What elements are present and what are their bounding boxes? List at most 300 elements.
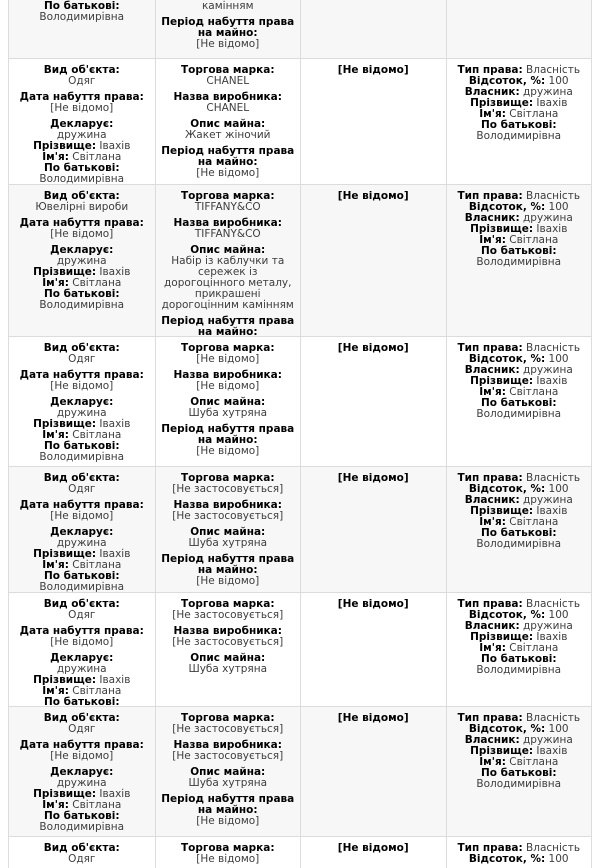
cell-valuation bbox=[300, 593, 446, 706]
field-line bbox=[13, 484, 151, 495]
field-label: Період набуття права на майно: bbox=[161, 16, 295, 39]
field-value: Одяг bbox=[68, 609, 96, 621]
field-line bbox=[13, 103, 151, 114]
field-value: Івахів bbox=[536, 505, 568, 517]
cell-property-info bbox=[155, 337, 301, 466]
field-label: По батькові: bbox=[43, 288, 120, 300]
field-label: Прізвище: bbox=[33, 140, 97, 152]
field-label: Дата набуття права: bbox=[19, 91, 144, 103]
field-group bbox=[13, 599, 151, 621]
field-line bbox=[160, 168, 297, 179]
field-group bbox=[160, 218, 297, 240]
field-group bbox=[160, 653, 297, 675]
field-value: Володимирівна bbox=[476, 538, 562, 550]
field-group bbox=[13, 843, 151, 865]
field-value: Світлана bbox=[509, 234, 559, 246]
field-value: Власність bbox=[526, 64, 581, 76]
field-value: Власність bbox=[526, 190, 581, 202]
field-value: Володимирівна bbox=[476, 778, 562, 790]
field-line bbox=[13, 1, 151, 23]
field-label: По батькові: bbox=[480, 767, 557, 779]
field-label: Прізвище: bbox=[33, 674, 97, 686]
table-row bbox=[9, 593, 591, 707]
field-value: дружина bbox=[56, 407, 107, 419]
field-value: камінням bbox=[201, 0, 254, 12]
field-value: Володимирівна bbox=[476, 130, 562, 142]
cell-valuation bbox=[300, 337, 446, 466]
field-label: Торгова марка: bbox=[180, 472, 275, 484]
field-value: [Не відомо] bbox=[196, 575, 260, 587]
field-value: дружина bbox=[56, 777, 107, 789]
field-value: 100 bbox=[548, 201, 569, 213]
field-group bbox=[13, 92, 151, 114]
field-label: Тип права: bbox=[457, 342, 523, 354]
field-value: Володимирівна bbox=[476, 256, 562, 268]
field-label: По батькові: bbox=[43, 0, 120, 12]
field-line bbox=[13, 511, 151, 522]
field-line bbox=[160, 664, 297, 675]
field-line bbox=[160, 76, 297, 87]
field-value: Івахів bbox=[99, 548, 131, 560]
field-line bbox=[451, 120, 588, 142]
cell-property-info bbox=[155, 59, 301, 184]
cell-object-info bbox=[9, 467, 155, 592]
field-value: дружина bbox=[523, 734, 573, 746]
field-line bbox=[13, 571, 151, 592]
field-label: Ім'я: bbox=[42, 151, 69, 163]
table-row bbox=[9, 185, 591, 337]
field-label: По батькові: bbox=[480, 245, 557, 257]
field-group bbox=[160, 119, 297, 141]
field-line bbox=[13, 637, 151, 648]
field-group bbox=[160, 740, 297, 762]
field-group bbox=[160, 316, 297, 336]
cell-property-info bbox=[155, 593, 301, 706]
field-label: Декларує: bbox=[50, 526, 114, 538]
field-label: Назва виробника: bbox=[173, 91, 282, 103]
field-group bbox=[305, 713, 442, 724]
cell-rights-info bbox=[446, 59, 592, 184]
field-value: Світлана bbox=[72, 685, 122, 697]
field-label: По батькові: bbox=[43, 696, 120, 706]
field-label: Ім'я: bbox=[42, 277, 69, 289]
field-value: Одяг bbox=[68, 853, 96, 865]
field-label: Тип права: bbox=[457, 842, 523, 854]
field-value: 100 bbox=[548, 75, 569, 87]
field-group bbox=[13, 473, 151, 495]
cell-valuation bbox=[300, 837, 446, 868]
field-value: Івахів bbox=[536, 97, 568, 109]
table-row bbox=[9, 337, 591, 467]
field-group bbox=[160, 191, 297, 213]
field-value: дружина bbox=[56, 255, 107, 267]
field-label: Власник: bbox=[464, 212, 520, 224]
field-label: По батькові: bbox=[480, 397, 557, 409]
field-line bbox=[160, 202, 297, 213]
field-value: Володимирівна bbox=[39, 451, 125, 463]
field-label: Вид об'єкта: bbox=[43, 190, 120, 202]
field-label: Ім'я: bbox=[479, 756, 506, 768]
field-value: [Не застосовується] bbox=[172, 750, 284, 762]
field-group bbox=[160, 1, 297, 12]
field-line bbox=[160, 229, 297, 240]
field-label: Тип права: bbox=[457, 598, 523, 610]
field-line bbox=[13, 76, 151, 87]
field-label: Торгова марка: bbox=[180, 842, 275, 854]
field-line bbox=[160, 610, 297, 621]
field-label: Прізвище: bbox=[470, 505, 534, 517]
field-group bbox=[13, 527, 151, 592]
field-value: [Не відомо] bbox=[50, 636, 114, 648]
field-line bbox=[160, 354, 297, 365]
field-line bbox=[13, 610, 151, 621]
cell-rights-info bbox=[446, 837, 592, 868]
field-value: [Не застосовується] bbox=[172, 723, 284, 735]
field-label: Вид об'єкта: bbox=[43, 342, 120, 354]
cell-object-info bbox=[9, 837, 155, 868]
cell-rights-info bbox=[446, 0, 592, 58]
field-line bbox=[160, 794, 297, 816]
field-value: [Не відомо] bbox=[50, 750, 114, 762]
field-label: Декларує: bbox=[50, 118, 114, 130]
cell-rights-info bbox=[446, 593, 592, 706]
cell-object-info bbox=[9, 185, 155, 336]
field-value: [Не відомо] bbox=[196, 167, 260, 179]
field-value: 100 bbox=[548, 853, 569, 865]
field-label: Опис майна: bbox=[190, 396, 266, 408]
field-value: Власність bbox=[526, 712, 581, 724]
cell-rights-info bbox=[446, 337, 592, 466]
field-group bbox=[160, 554, 297, 587]
field-label: Відсоток, %: bbox=[468, 609, 546, 621]
field-label: Вид об'єкта: bbox=[43, 64, 120, 76]
field-label: Опис майна: bbox=[190, 652, 266, 664]
field-group bbox=[160, 500, 297, 522]
field-label: Відсоток, %: bbox=[468, 75, 546, 87]
field-value: дружина bbox=[56, 129, 107, 141]
cell-valuation bbox=[300, 0, 446, 58]
field-value: Івахів bbox=[536, 375, 568, 387]
field-label: Опис майна: bbox=[190, 118, 266, 130]
field-group bbox=[13, 626, 151, 648]
field-label: Прізвище: bbox=[470, 375, 534, 387]
field-group bbox=[160, 343, 297, 365]
field-label: Власник: bbox=[464, 364, 520, 376]
field-line bbox=[160, 511, 297, 522]
field-line bbox=[13, 381, 151, 392]
field-label: Декларує: bbox=[50, 396, 114, 408]
field-value: [Не відомо] bbox=[196, 853, 260, 865]
field-group bbox=[305, 599, 442, 610]
field-label: Прізвище: bbox=[33, 548, 97, 560]
field-line bbox=[160, 1, 297, 12]
field-label: Назва виробника: bbox=[173, 625, 282, 637]
field-value: [Не відомо] bbox=[196, 380, 260, 392]
field-label: Тип права: bbox=[457, 64, 523, 76]
field-group bbox=[160, 767, 297, 789]
field-label: [Не відомо] bbox=[337, 190, 409, 202]
field-line bbox=[13, 202, 151, 213]
field-group bbox=[13, 653, 151, 706]
field-label: Період набуття права на майно: bbox=[161, 145, 295, 168]
field-value: Шуба хутряна bbox=[188, 407, 267, 419]
field-label: Прізвище: bbox=[470, 745, 534, 757]
field-group bbox=[160, 424, 297, 457]
field-group bbox=[13, 343, 151, 365]
field-label: По батькові: bbox=[43, 162, 120, 174]
cell-object-info bbox=[9, 59, 155, 184]
field-value: Володимирівна bbox=[476, 408, 562, 420]
field-value: Володимирівна bbox=[476, 664, 562, 676]
field-label: Дата набуття права: bbox=[19, 739, 144, 751]
field-line bbox=[305, 473, 442, 484]
field-label: Власник: bbox=[464, 734, 520, 746]
field-value: Одяг bbox=[68, 723, 96, 735]
field-label: Тип права: bbox=[457, 712, 523, 724]
field-label: Дата набуття права: bbox=[19, 369, 144, 381]
field-label: Ім'я: bbox=[479, 386, 506, 398]
field-value: Івахів bbox=[536, 745, 568, 757]
field-value: [Не відомо] bbox=[196, 38, 260, 50]
field-label: Тип права: bbox=[457, 472, 523, 484]
field-group bbox=[160, 245, 297, 311]
field-value: [Не відомо] bbox=[196, 353, 260, 365]
field-value: Світлана bbox=[509, 108, 559, 120]
field-group bbox=[13, 767, 151, 833]
cell-valuation bbox=[300, 707, 446, 836]
field-label: Відсоток, %: bbox=[468, 853, 546, 865]
cell-property-info bbox=[155, 467, 301, 592]
field-line bbox=[13, 697, 151, 706]
field-label: По батькові: bbox=[43, 810, 120, 822]
field-value: [Не відомо] bbox=[196, 445, 260, 457]
field-line bbox=[13, 854, 151, 865]
cell-valuation bbox=[300, 467, 446, 592]
field-label: [Не відомо] bbox=[337, 842, 409, 854]
field-line bbox=[13, 724, 151, 735]
field-value: Світлана bbox=[509, 516, 559, 528]
field-group bbox=[451, 473, 588, 550]
field-line bbox=[451, 768, 588, 790]
field-label: По батькові: bbox=[480, 527, 557, 539]
field-label: [Не відомо] bbox=[337, 342, 409, 354]
field-value: Володимирівна bbox=[39, 821, 125, 833]
field-value: CHANEL bbox=[206, 75, 250, 87]
field-value: Власність bbox=[526, 842, 581, 854]
field-group bbox=[160, 65, 297, 87]
field-group bbox=[305, 65, 442, 76]
field-value: Світлана bbox=[72, 559, 122, 571]
field-value: Володимирівна bbox=[39, 299, 125, 311]
field-value: [Не відомо] bbox=[50, 228, 114, 240]
field-line bbox=[160, 424, 297, 446]
field-line bbox=[160, 408, 297, 419]
field-line bbox=[160, 146, 297, 168]
field-group bbox=[13, 500, 151, 522]
cell-rights-info bbox=[446, 467, 592, 592]
field-group bbox=[13, 1, 151, 23]
field-value: Володимирівна bbox=[39, 11, 125, 23]
field-line bbox=[305, 843, 442, 854]
cell-rights-info bbox=[446, 185, 592, 336]
field-group bbox=[451, 191, 588, 268]
field-value: Світлана bbox=[72, 429, 122, 441]
field-value: [Не відомо] bbox=[50, 510, 114, 522]
field-group bbox=[13, 245, 151, 311]
field-label: Вид об'єкта: bbox=[43, 472, 120, 484]
field-label: Вид об'єкта: bbox=[43, 598, 120, 610]
field-line bbox=[451, 654, 588, 676]
field-label: Торгова марка: bbox=[180, 598, 275, 610]
field-group bbox=[160, 370, 297, 392]
field-label: Прізвище: bbox=[470, 223, 534, 235]
cell-valuation bbox=[300, 59, 446, 184]
field-line bbox=[160, 256, 297, 311]
field-value: дружина bbox=[523, 86, 573, 98]
field-value: дружина bbox=[56, 537, 107, 549]
field-label: Ім'я: bbox=[42, 429, 69, 441]
cell-object-info bbox=[9, 707, 155, 836]
cell-valuation bbox=[300, 185, 446, 336]
field-label: [Не відомо] bbox=[337, 712, 409, 724]
field-group bbox=[160, 146, 297, 179]
field-line bbox=[13, 163, 151, 184]
field-line bbox=[160, 538, 297, 549]
field-group bbox=[160, 843, 297, 865]
field-group bbox=[305, 343, 442, 354]
field-line bbox=[305, 599, 442, 610]
field-value: Світлана bbox=[509, 756, 559, 768]
field-group bbox=[160, 92, 297, 114]
field-label: Торгова марка: bbox=[180, 712, 275, 724]
field-label: Ім'я: bbox=[479, 234, 506, 246]
field-label: Торгова марка: bbox=[180, 190, 275, 202]
field-label: Прізвище: bbox=[33, 788, 97, 800]
field-line bbox=[305, 191, 442, 202]
field-label: Ім'я: bbox=[479, 516, 506, 528]
field-label: [Не відомо] bbox=[337, 598, 409, 610]
field-label: Назва виробника: bbox=[173, 217, 282, 229]
field-label: Ім'я: bbox=[479, 108, 506, 120]
field-value: Світлана bbox=[509, 386, 559, 398]
field-group bbox=[451, 713, 588, 790]
field-value: Одяг bbox=[68, 75, 96, 87]
field-value: [Не застосовується] bbox=[172, 510, 284, 522]
field-label: [Не відомо] bbox=[337, 472, 409, 484]
field-value: TIFFANY&CO bbox=[194, 201, 261, 213]
field-line bbox=[305, 65, 442, 76]
field-label: Прізвище: bbox=[33, 266, 97, 278]
field-group bbox=[451, 599, 588, 676]
field-line bbox=[160, 446, 297, 457]
field-line bbox=[160, 724, 297, 735]
field-line bbox=[160, 484, 297, 495]
cell-rights-info bbox=[446, 707, 592, 836]
field-value: [Не застосовується] bbox=[172, 483, 284, 495]
field-line bbox=[160, 316, 297, 336]
field-value: дружина bbox=[523, 620, 573, 632]
field-value: [Не застосовується] bbox=[172, 636, 284, 648]
field-value: [Не відомо] bbox=[50, 380, 114, 392]
field-group bbox=[305, 191, 442, 202]
field-line bbox=[451, 398, 588, 420]
field-label: Ім'я: bbox=[479, 642, 506, 654]
field-line bbox=[13, 229, 151, 240]
field-value: Власність bbox=[526, 342, 581, 354]
field-value: Івахів bbox=[99, 140, 131, 152]
field-value: дружина bbox=[523, 494, 573, 506]
field-value: Світлана bbox=[72, 151, 122, 163]
cell-object-info bbox=[9, 593, 155, 706]
field-line bbox=[451, 854, 588, 865]
field-label: Дата набуття права: bbox=[19, 625, 144, 637]
field-value: Власність bbox=[526, 472, 581, 484]
field-group bbox=[160, 397, 297, 419]
field-label: Декларує: bbox=[50, 652, 114, 664]
field-label: Ім'я: bbox=[42, 685, 69, 697]
field-label: Період набуття права на майно: bbox=[161, 793, 295, 816]
table-row bbox=[9, 707, 591, 837]
cell-property-info bbox=[155, 185, 301, 336]
field-line bbox=[305, 343, 442, 354]
field-group bbox=[160, 794, 297, 827]
field-label: Прізвище: bbox=[470, 631, 534, 643]
field-label: По батькові: bbox=[43, 440, 120, 452]
field-line bbox=[160, 751, 297, 762]
field-line bbox=[160, 816, 297, 827]
field-label: По батькові: bbox=[480, 653, 557, 665]
field-label: Період набуття права на майно: bbox=[161, 553, 295, 576]
field-group bbox=[305, 473, 442, 484]
field-label: Власник: bbox=[464, 494, 520, 506]
field-value: Власність bbox=[526, 598, 581, 610]
field-value: CHANEL bbox=[206, 102, 250, 114]
field-value: Світлана bbox=[72, 799, 122, 811]
field-group bbox=[13, 65, 151, 87]
field-group bbox=[160, 17, 297, 50]
declaration-table bbox=[8, 0, 592, 868]
field-line bbox=[13, 751, 151, 762]
field-label: Торгова марка: bbox=[180, 64, 275, 76]
field-value: Івахів bbox=[536, 631, 568, 643]
field-group bbox=[13, 370, 151, 392]
field-label: Період набуття права на майно: bbox=[161, 423, 295, 446]
field-label: Дата набуття права: bbox=[19, 217, 144, 229]
field-line bbox=[305, 713, 442, 724]
field-line bbox=[160, 39, 297, 50]
field-label: Назва виробника: bbox=[173, 499, 282, 511]
field-line bbox=[160, 554, 297, 576]
field-line bbox=[13, 289, 151, 311]
field-line bbox=[160, 637, 297, 648]
field-value: Ювелірні вироби bbox=[35, 201, 129, 213]
field-value: [Не відомо] bbox=[50, 102, 114, 114]
field-label: Прізвище: bbox=[470, 97, 534, 109]
field-value: дружина bbox=[56, 663, 107, 675]
field-group bbox=[160, 473, 297, 495]
field-label: Тип права: bbox=[457, 190, 523, 202]
field-label: По батькові: bbox=[480, 119, 557, 131]
table-row bbox=[9, 837, 591, 868]
field-line bbox=[160, 381, 297, 392]
field-label: Ім'я: bbox=[42, 559, 69, 571]
field-group bbox=[13, 713, 151, 735]
cell-property-info bbox=[155, 837, 301, 868]
field-label: Відсоток, %: bbox=[468, 353, 546, 365]
field-group bbox=[13, 191, 151, 213]
table-row bbox=[9, 467, 591, 593]
field-label: Вид об'єкта: bbox=[43, 842, 120, 854]
